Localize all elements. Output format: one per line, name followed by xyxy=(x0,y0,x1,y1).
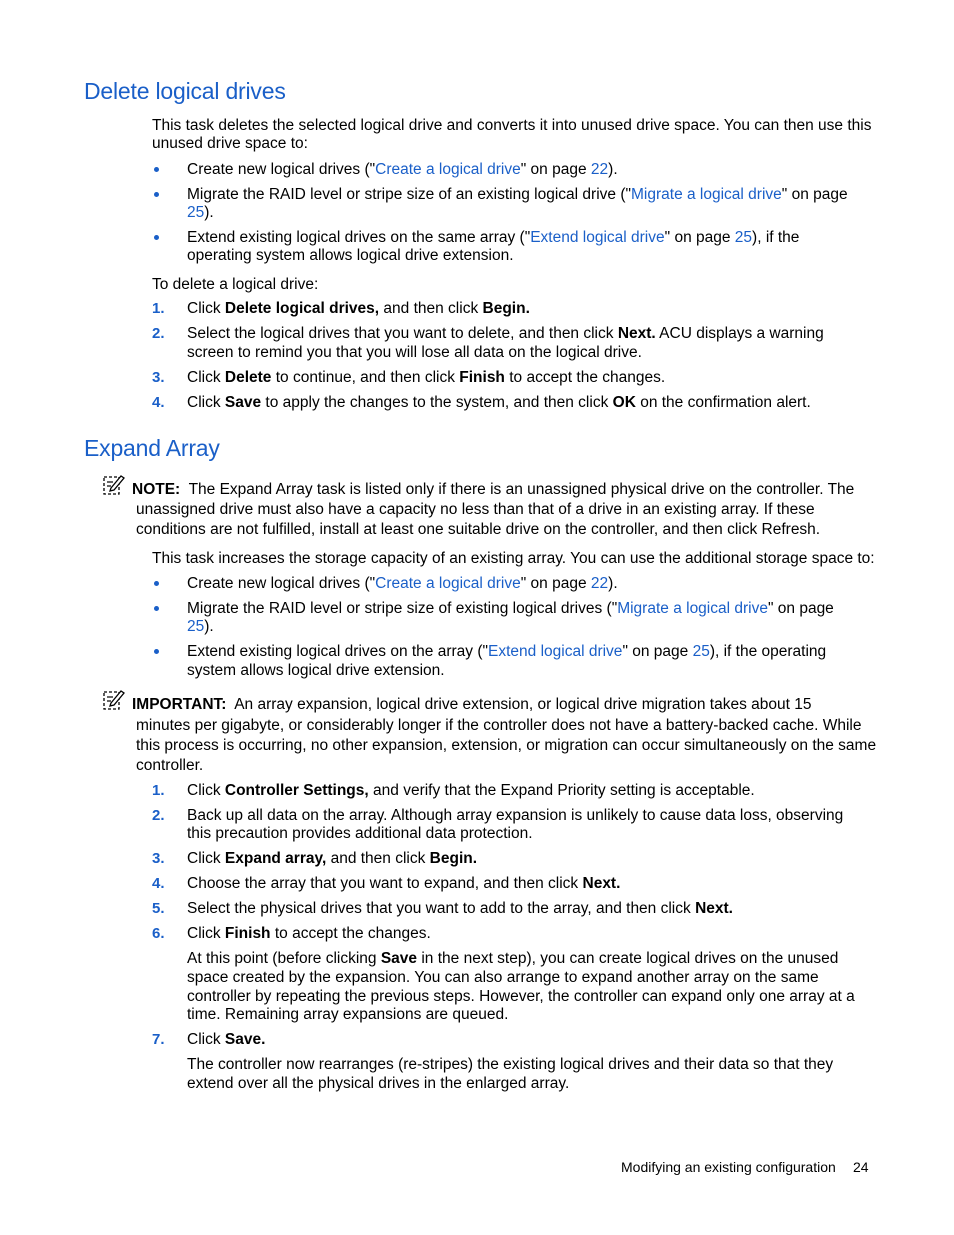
note-text: NOTE: The Expand Array task is listed only if there is an unassigned physical drive on the controller. The xyxy=(132,481,855,498)
step-text: Click Save to apply the changes to the system, and then click OK on the confirmation alert. xyxy=(187,394,811,411)
page-number: 24 xyxy=(853,1159,869,1175)
step-number: 7. xyxy=(152,1031,165,1048)
step-text: Back up all data on the array. Although array expansion is unlikely to cause data loss, observing xyxy=(187,807,844,824)
page-25-link[interactable]: 25 xyxy=(187,618,205,635)
page-25-link[interactable]: 25 xyxy=(734,229,753,246)
footer-section-title: Modifying an existing configuration xyxy=(621,1159,836,1175)
step-number: 4. xyxy=(152,875,165,892)
list-item-cont: system allows logical drive extension. xyxy=(187,662,445,679)
step-number: 5. xyxy=(152,900,165,917)
bullet-icon xyxy=(154,167,159,172)
important-text: IMPORTANT: An array expansion, logical drive extension, or logical drive migration takes about 15 xyxy=(132,696,812,713)
step-note-text-cont: space created by the expansion. You can also arrange to expand another array on the same xyxy=(187,969,819,986)
step-text: Select the logical drives that you want to delete, and then click Next. ACU displays a warning xyxy=(187,325,824,342)
step-number: 1. xyxy=(152,300,165,317)
step-text: Click Expand array, and then click Begin. xyxy=(187,850,478,867)
page-25-link[interactable]: 25 xyxy=(692,643,710,660)
bullet-icon xyxy=(154,581,159,586)
step-note-text-cont: extend over all the physical drives in the enlarged array. xyxy=(187,1075,570,1092)
step-number: 2. xyxy=(152,325,165,342)
create-logical-drive-link[interactable]: Create a logical drive xyxy=(375,161,521,178)
list-item: Extend existing logical drives on the same array ("Extend logical drive" on page 25), if the xyxy=(187,229,800,246)
list-item: Migrate the RAID level or stripe size of an existing logical drive ("Migrate a logical drive" on page xyxy=(187,186,848,203)
step-text: Click Controller Settings, and verify that the Expand Priority setting is acceptable. xyxy=(187,782,755,799)
intro-text-cont: unused drive space to: xyxy=(152,135,308,152)
note-icon xyxy=(103,474,127,496)
extend-logical-drive-link[interactable]: Extend logical drive xyxy=(530,229,665,246)
bullet-icon xyxy=(154,649,159,654)
important-text-cont: this process is occurring, no other expansion, extension, or migration can occur simultaneously on the same xyxy=(136,737,877,754)
note-text-cont: conditions are not fulfilled, install at least one suitable drive on the controller, and then click Refresh. xyxy=(136,521,821,538)
to-delete-text: To delete a logical drive: xyxy=(152,276,319,293)
step-text: Click Delete logical drives, and then click Begin. xyxy=(187,300,530,317)
note-text-cont: unassigned drive must also have a capacity no less than that of a drive in an existing array. If these xyxy=(136,501,815,518)
section-heading-expand-array: Expand Array xyxy=(84,435,220,461)
step-note-text-cont: controller by repeating the previous steps. However, the controller can expand only one array at a xyxy=(187,988,855,1005)
step-number: 6. xyxy=(152,925,165,942)
step-number: 3. xyxy=(152,369,165,386)
step-text: Choose the array that you want to expand, and then click Next. xyxy=(187,875,621,892)
list-item: Extend existing logical drives on the array ("Extend logical drive" on page 25), if the operating xyxy=(187,643,827,660)
important-label: IMPORTANT: xyxy=(132,696,227,713)
page-22-link[interactable]: 22 xyxy=(590,161,609,178)
create-logical-drive-link[interactable]: Create a logical drive xyxy=(375,575,521,592)
list-item-cont: 25). xyxy=(187,204,214,221)
page-25-link[interactable]: 25 xyxy=(187,204,205,221)
list-item-cont: 25). xyxy=(187,618,214,635)
important-text-cont: controller. xyxy=(136,757,204,774)
step-text: Select the physical drives that you want to add to the array, and then click Next. xyxy=(187,900,733,917)
intro-text: This task increases the storage capacity of an existing array. You can use the additional storage space to: xyxy=(152,550,875,567)
step-text: Click Save. xyxy=(187,1031,266,1048)
step-text-cont: screen to remind you that you will lose all data on the logical drive. xyxy=(187,344,642,361)
bullet-icon xyxy=(154,235,159,240)
bullet-icon xyxy=(154,606,159,611)
important-icon xyxy=(103,689,127,711)
list-item: Create new logical drives ("Create a logical drive" on page 22). xyxy=(187,161,618,178)
step-number: 3. xyxy=(152,850,165,867)
list-item-cont: operating system allows logical drive extension. xyxy=(187,247,514,264)
step-number: 2. xyxy=(152,807,165,824)
step-note-text: The controller now rearranges (re-stripes) the existing logical drives and their data so that they xyxy=(187,1056,834,1073)
section-heading-delete-logical-drives: Delete logical drives xyxy=(84,78,286,104)
page-22-link[interactable]: 22 xyxy=(590,575,609,592)
intro-text: This task deletes the selected logical drive and converts it into unused drive space. You can then use this xyxy=(152,117,872,134)
list-item: Migrate the RAID level or stripe size of existing logical drives ("Migrate a logical drive" on page xyxy=(187,600,834,617)
important-text-cont: minutes per gigabyte, or considerably longer if the controller does not have a battery-backed cache. While xyxy=(136,717,862,734)
step-note-text: At this point (before clicking Save in the next step), you can create logical drives on the unused xyxy=(187,950,839,967)
note-label: NOTE: xyxy=(132,481,181,498)
step-number: 1. xyxy=(152,782,165,799)
step-text: Click Finish to accept the changes. xyxy=(187,925,431,942)
step-note-text-cont: time. Remaining array expansions are queued. xyxy=(187,1006,509,1023)
step-text: Click Delete to continue, and then click Finish to accept the changes. xyxy=(187,369,666,386)
bullet-icon xyxy=(154,192,159,197)
migrate-logical-drive-link[interactable]: Migrate a logical drive xyxy=(631,186,782,203)
step-text-cont: this precaution provides additional data protection. xyxy=(187,825,533,842)
extend-logical-drive-link[interactable]: Extend logical drive xyxy=(488,643,623,660)
step-number: 4. xyxy=(152,394,165,411)
migrate-logical-drive-link[interactable]: Migrate a logical drive xyxy=(617,600,768,617)
list-item: Create new logical drives ("Create a logical drive" on page 22). xyxy=(187,575,618,592)
